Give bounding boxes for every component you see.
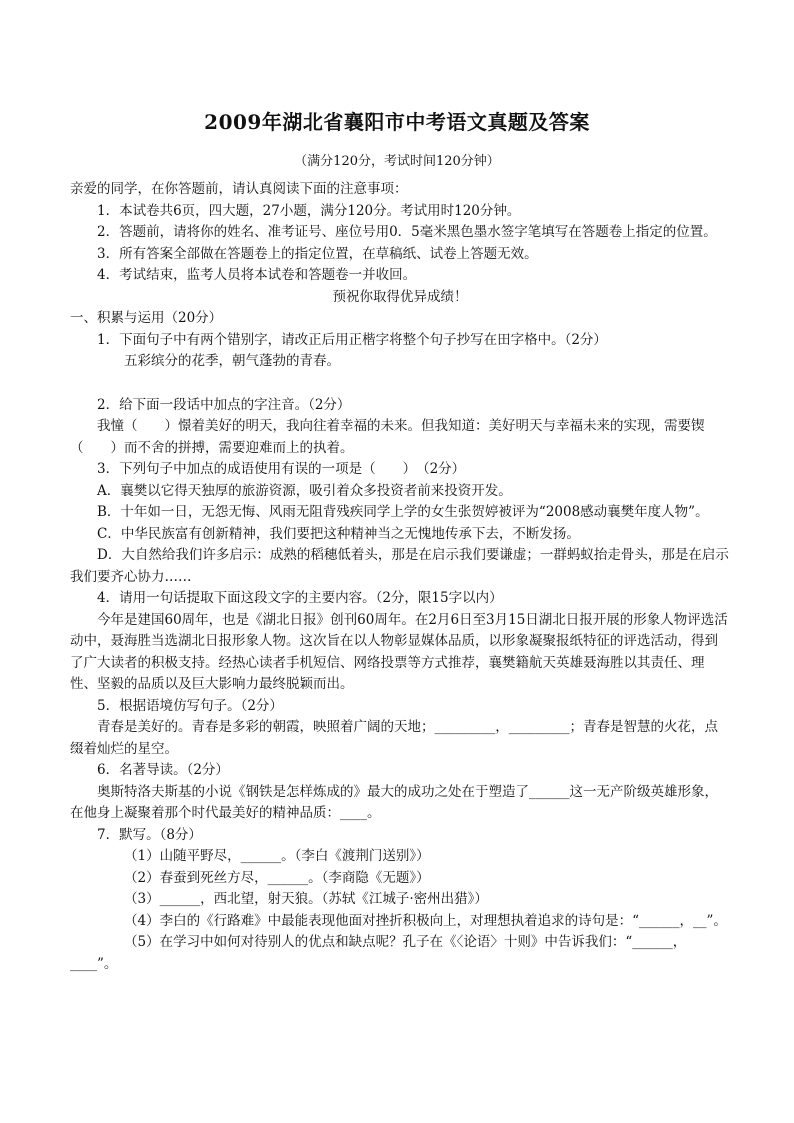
notice-item: 2．答题前，请将你的姓名、准考证号、座位号用0．5毫米黑色墨水签字笔填写在答题卷上指定的位置。 [97,224,717,240]
question-3-option-c: C．中华民族富有创新精神，我们要把这种精神当之无愧地传承下去，不断发扬。 [97,525,580,542]
answer-space [70,373,730,395]
page-title: 2009年湖北省襄阳市中考语文真题及答案 [204,110,590,134]
question-6-prompt: 6．名著导读。（2分） [97,762,229,778]
question-7-line: （4）李白的《行路难》中最能表现他面对挫折积极向上，对理想执着追求的诗句是：“______，__”。 [124,912,727,929]
question-4-text: 今年是建国60周年，也是《湖北日报》创刊60周年。在2月6日至3月15日湖北日报开展的形象人物评选活动中，聂海胜当选湖北日报形象人物。这次旨在以人物彰显媒体品质，以形象凝聚报纸特征的评选活动，得到了广大读者的积极支持。经热心读者手机短信、网络投票等方式推荐，襄樊籍航天英雄聂海胜以其责任、理性、坚毅的品质以及巨大影响力最终脱颖而出。 [70,611,728,692]
question-7-line: （1）山随平野尽，______。（李白《渡荆门送别》） [124,848,430,864]
question-7-line: （5）在学习中如何对待别人的优点和缺点呢？孔子在《〈论语〉十则》中告诉我们：“______，____”。 [70,934,687,972]
question-3-option-d: D．大自然给我们许多启示：成熟的稻穗低着头，那是在启示我们要谦虚；一群蚂蚁抬走骨头，那是在启示我们要齐心协力…… [70,547,729,585]
question-4-prompt: 4．请用一句话提取下面这段文字的主要内容。（2分，限15字以内） [97,590,503,606]
question-5-prompt: 5．根据语境仿写句子。（2分） [97,697,283,714]
question-2-text: 我憧（ ）憬着美好的明天，我向往着幸福的未来。但我知道：美好明天与幸福未来的实现，需要锲（ ）而不舍的拼搏，需要迎难而上的执着。 [70,418,705,456]
question-3-option-b: B．十年如一日，无怨无悔、风雨无阻背残疾同学上学的女生张贺婷被评为“2008感动襄樊年度人物”。 [97,504,709,520]
question-3-prompt: 3．下列句子中加点的成语使用有误的一项是（ ） （2分） [97,461,466,477]
question-1-sentence: 五彩缤分的花季，朝气蓬勃的青春。 [124,353,340,369]
exam-info: （满分120分，考试时间120分钟） [294,154,500,169]
notice-item: 1．本试卷共6页，四大题，27小题，满分120分。考试用时120分钟。 [97,202,521,219]
question-2-prompt: 2．给下面一段话中加点的字注音。（2分） [97,396,351,413]
section-heading: 一、积累与运用（20分） [70,310,223,326]
question-1-prompt: 1．下面句子中有两个错别字，请改正后用正楷字将整个句子抄写在田字格中。（2分） [97,331,607,348]
question-3-option-a: A．襄樊以它得天独厚的旅游资源，吸引着众多投资者前来投资开发。 [97,482,512,499]
notice-greeting: 亲爱的同学，在你答题前，请认真阅读下面的注意事项： [70,181,408,197]
question-6-text: 奥斯特洛夫斯基的小说《钢铁是怎样炼成的》最大的成功之处在于塑造了______这一无产阶级英雄形象，在他身上凝聚着那个时代最美好的精神品质：____。 [70,783,718,821]
document-body [70,179,730,975]
notice-wish: 预祝你取得优异成绩！ [332,288,468,305]
notice-item: 4．考试结束，监考人员将本试卷和答题卷一并收回。 [97,267,417,283]
question-7-line: （2）春蚕到死丝方尽，______。（李商隐《无题》） [124,869,430,886]
question-7-line: （3）______，西北望，射天狼。（苏轼《江城子·密州出猎》） [124,891,488,907]
question-5-text: 青春是美好的。青春是多彩的朝霞，映照着广阔的天地；_________，_________；青春是智慧的火花，点缀着灿烂的星空。 [70,719,718,757]
notice-item: 3．所有答案全部做在答题卷上的指定位置，在草稿纸、试卷上答题无效。 [97,245,538,262]
question-7-prompt: 7．默写。（8分） [97,826,202,843]
